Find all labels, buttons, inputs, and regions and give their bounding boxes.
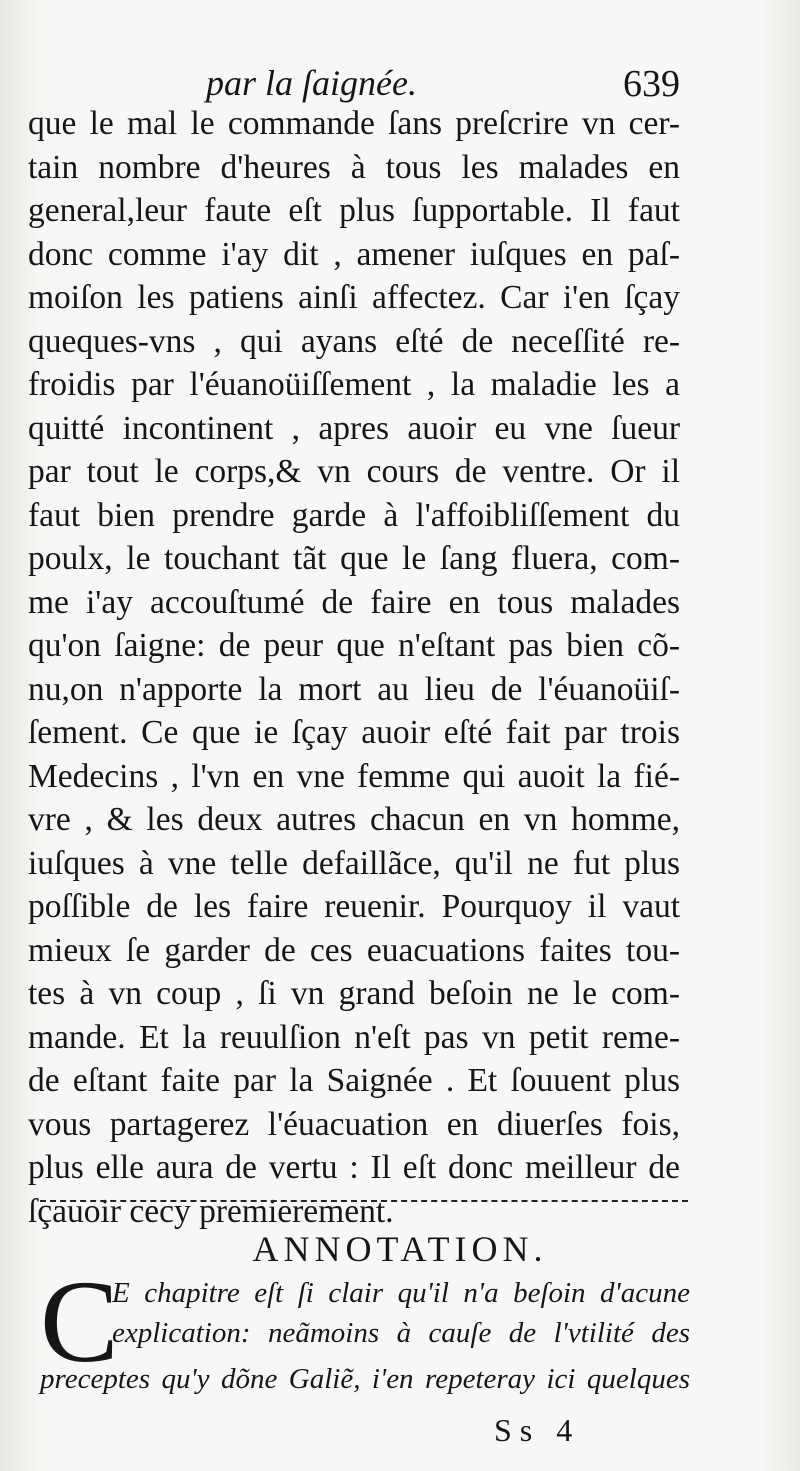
text-line: tes à vn coup , ſi vn grand beſoin ne le com- [28,975,680,1012]
signature-mark: Ss 4 [494,1412,581,1448]
annotation-heading: ANNOTATION. [252,1229,548,1269]
text-line: ſement. Ce que ie ſçay auoir eſté fait par trois [28,714,680,751]
section-divider [40,1200,688,1202]
text-line: froidis par l'éuanoüiſſement , la maladie les a [28,366,680,403]
text-line: moiſon les patiens ainſi affectez. Car i'en ſçay [28,279,680,316]
text-line: vous partagerez l'éuacuation en diuerſes fois, [28,1105,680,1143]
text-line: tain nombre d'heures à tous les malades en [28,148,680,186]
text-line: que le mal le commande ſans preſcrire vn cer- [28,105,680,142]
text-line: queques-vns , qui ayans eſté de neceſſité re- [28,322,680,360]
text-line: vre , & les deux autres chacun en vn homme, [28,801,680,838]
text-line: donc comme i'ay dit , amener iuſques en paſ- [28,235,680,273]
text-line: de eſtant faite par la Saignée . Et ſouuent plus [28,1062,680,1099]
text-line: me i'ay accouſtumé de faire en tous malades [28,583,680,621]
text-line: faut bien prendre garde à l'affoibliſſement du [28,496,680,534]
body-text [28,102,680,1233]
text-line: poſſible de les faire reuenir. Pourquoy il vaut [28,888,680,925]
text-line: mande. Et la reuulſion n'eſt pas vn petit reme- [28,1018,680,1056]
annotation-line: preceptes qu'y dõne Galiẽ, i'en repeteray ici quelques [40,1363,690,1395]
text-line: qu'on ſaigne: de peur que n'eſtant pas bien cõ- [28,627,680,664]
annotation-line: E chapitre eſt ſi clair qu'il n'a beſoin d'acune [112,1277,690,1309]
page-number: 639 [623,63,680,105]
text-line: quitté incontinent , apres auoir eu vne ſueur [28,409,680,447]
text-line: plus elle aura de vertu : Il eſt donc meilleur de [28,1149,680,1186]
text-line: Medecins , l'vn en vne femme qui auoit la fié- [28,757,680,795]
text-line: poulx, le touchant tãt que le ſang fluera, com- [28,540,680,577]
running-head: par la ſaignée. [206,63,417,103]
text-line: par tout le corps,& vn cours de ventre. Or il [28,453,680,490]
drop-capital: C [40,1256,119,1387]
text-line: general,leur faute eſt plus ſupportable. Il faut [28,192,680,229]
text-line: mieux ſe garder de ces euacuations faites tou- [28,931,680,969]
annotation-block [40,1256,690,1422]
text-line: nu,on n'apporte la mort au lieu de l'éuanoüiſ- [28,670,680,708]
annotation-line: explication: neãmoins à cauſe de l'vtilité des [112,1317,690,1349]
text-line: iuſques à vne telle defaillãce, qu'il ne fut plus [28,844,680,882]
text-line: ſçauoir cecy premierement. [28,1192,394,1230]
